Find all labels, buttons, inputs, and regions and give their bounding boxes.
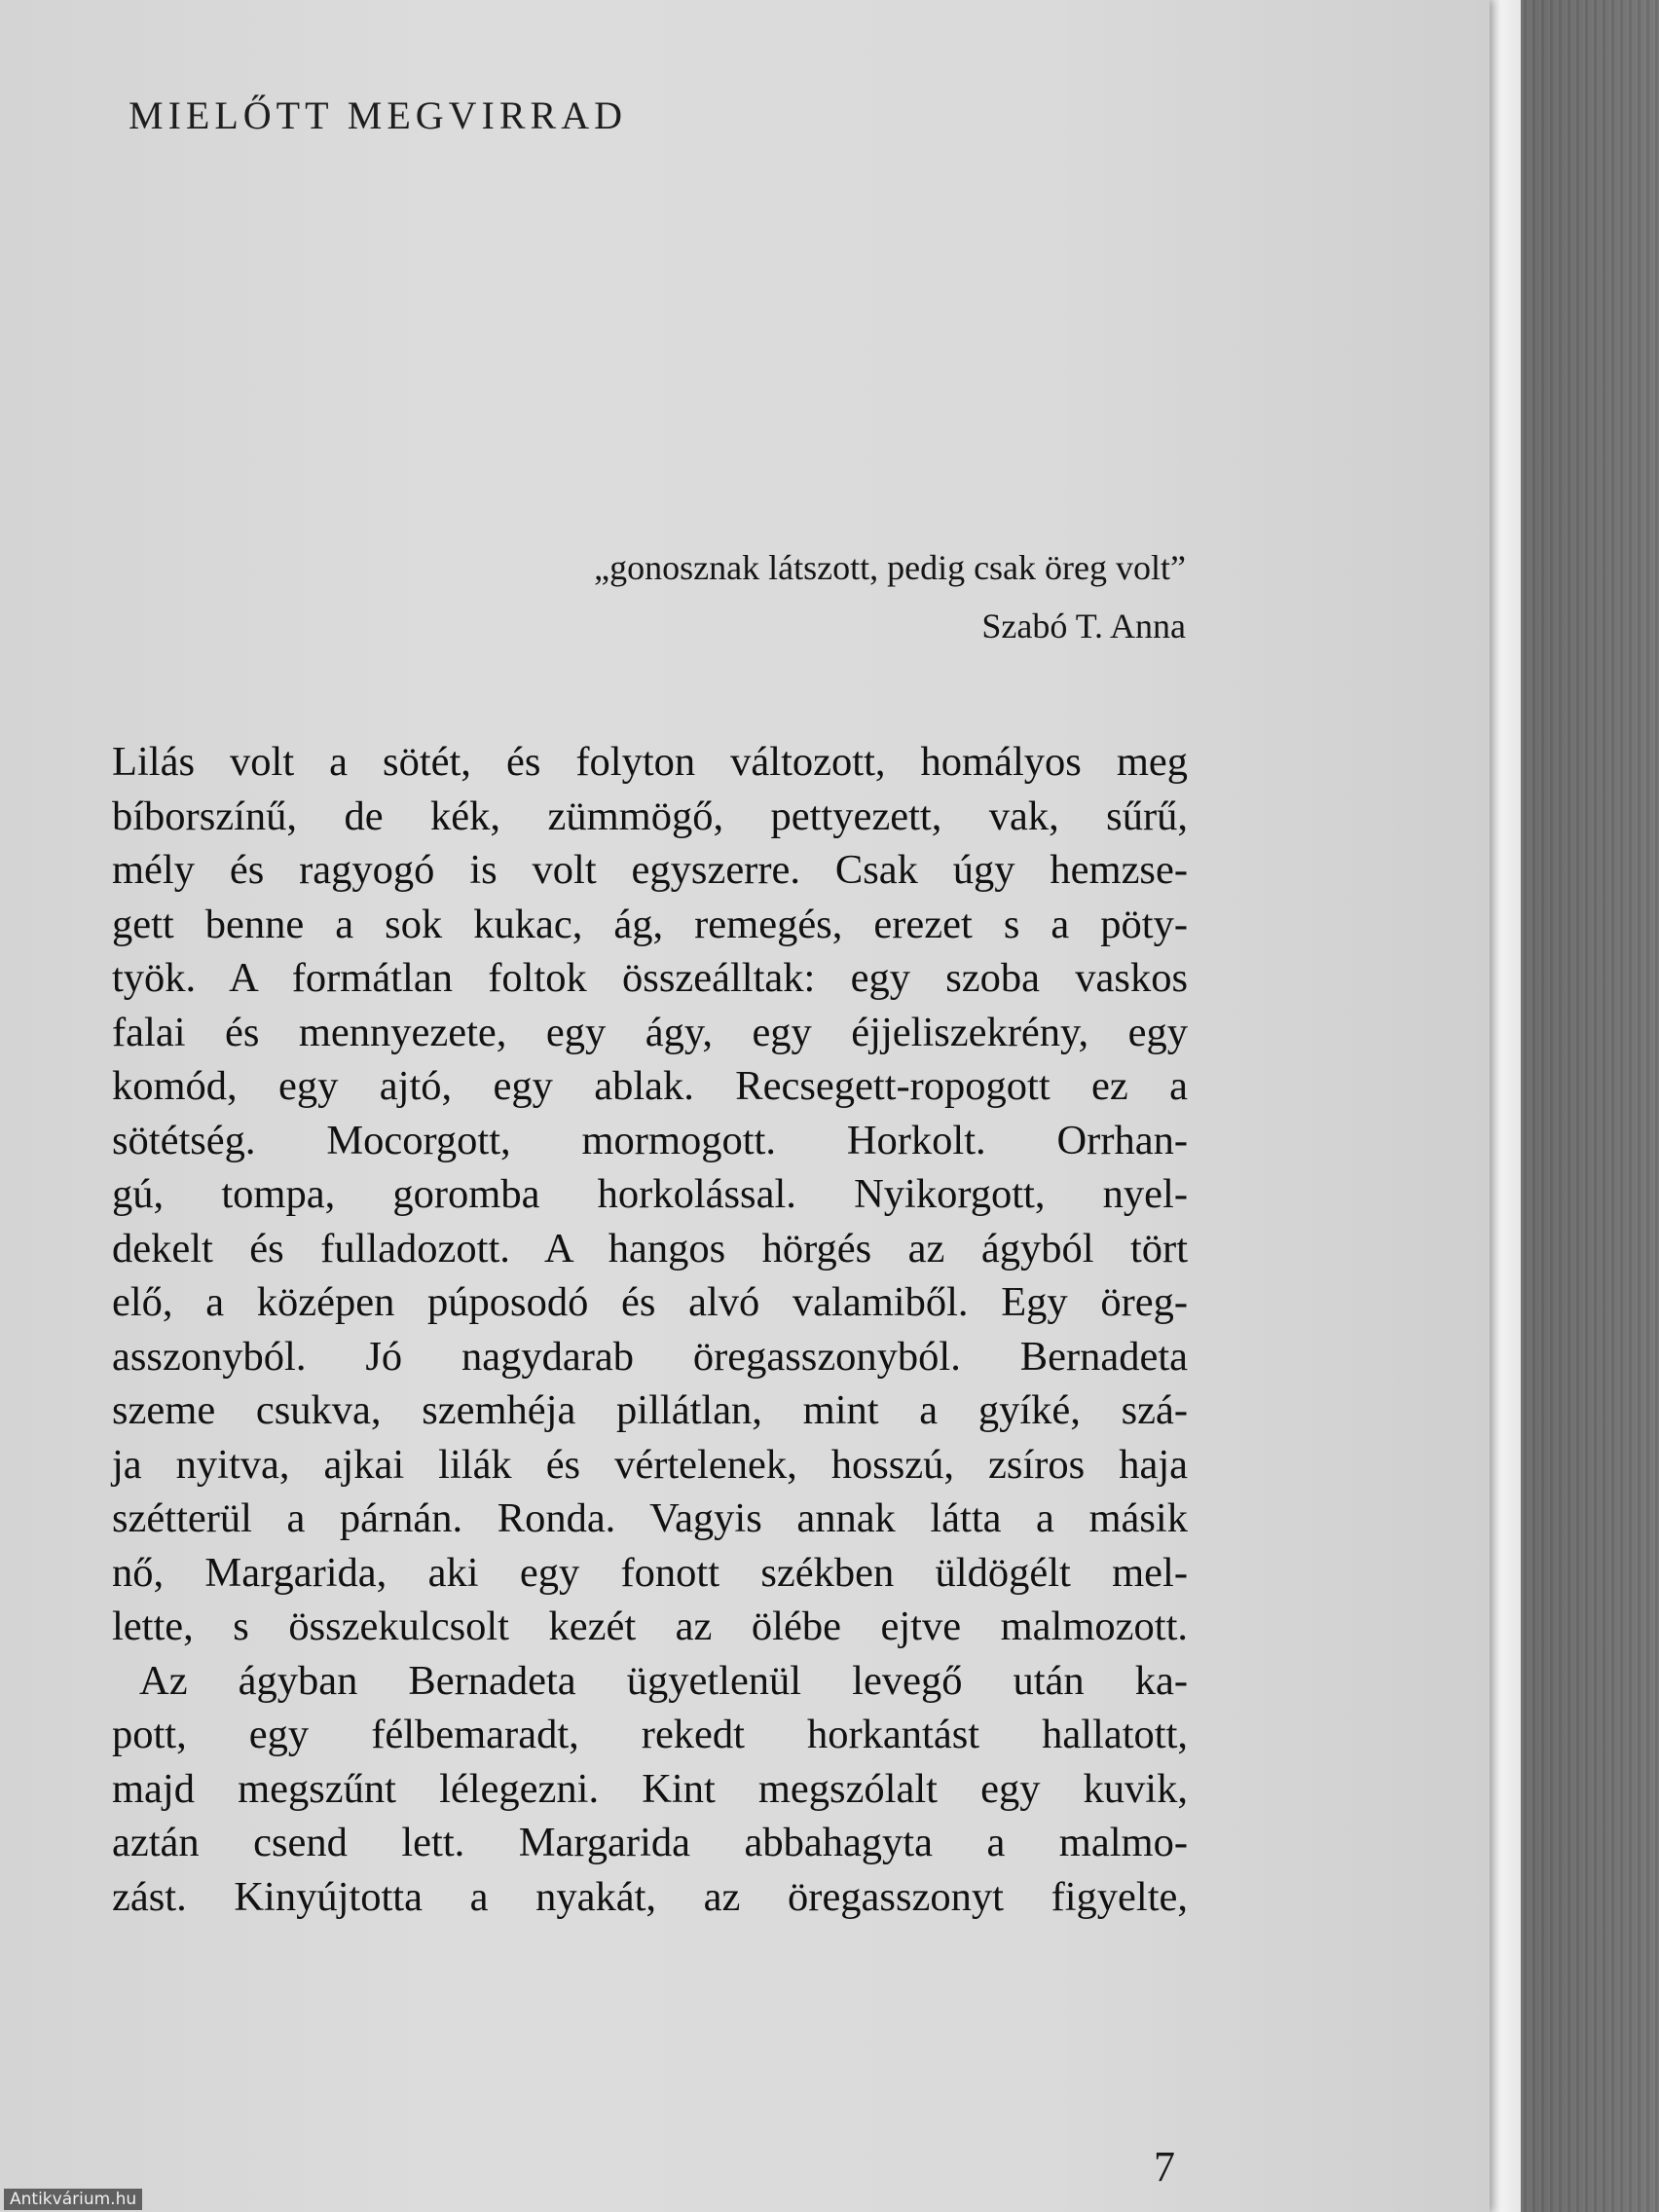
epigraph — [389, 538, 1186, 655]
text-line: työk. A formátlan foltok összeálltak: egy szoba vaskos — [112, 955, 1188, 1001]
text-line: gú, tompa, goromba horkolással. Nyikorgott, nyel- — [112, 1171, 1188, 1217]
text-line: bíborszínű, de kék, zümmögő, pettyezett, vak, sűrű, — [112, 793, 1188, 839]
text-line: szétterül a párnán. Ronda. Vagyis annak látta a másik — [112, 1495, 1188, 1541]
text-line: elő, a középen púposodó és alvó valamiből. Egy öreg- — [112, 1279, 1188, 1325]
text-line: ja nyitva, ajkai lilák és vértelenek, hosszú, zsíros haja — [112, 1441, 1188, 1488]
text-line: nő, Margarida, aki egy fonott székben üldögélt mel- — [112, 1549, 1188, 1596]
chapter-title: MIELŐTT MEGVIRRAD — [129, 93, 628, 137]
text-line: pott, egy félbemaradt, rekedt horkantást hallatott, — [112, 1712, 1188, 1757]
page-number: 7 — [1154, 2143, 1175, 2191]
book-cover-edge — [1488, 0, 1521, 2212]
text-line: szeme csukva, szemhéja pillátlan, mint a gyíké, szá- — [112, 1387, 1188, 1433]
text-line: Lilás volt a sötét, és folyton változott, homályos meg — [112, 739, 1188, 785]
text-line: majd megszűnt lélegezni. Kint megszólalt egy kuvik, — [112, 1765, 1188, 1812]
text-line: mély és ragyogó is volt egyszerre. Csak úgy hemzse- — [112, 847, 1188, 893]
text-line: komód, egy ajtó, egy ablak. Recsegett-ropogott ez a — [112, 1063, 1188, 1109]
paragraph-2 — [112, 1654, 1188, 1925]
text-line: gett benne a sok kukac, ág, remegés, erezet s a pöty- — [112, 901, 1188, 947]
text-line: falai és mennyezete, egy ágy, egy éjjeliszekrény, egy — [112, 1009, 1188, 1055]
text-line: lette, s összekulcsolt kezét az ölébe ejtve malmozott. — [112, 1604, 1188, 1649]
text-line: zást. Kinyújtotta a nyakát, az öregasszonyt figyelte, — [112, 1873, 1188, 1920]
paragraph-1 — [112, 735, 1188, 1654]
text-line: dekelt és fulladozott. A hangos hörgés az ágyból tört — [112, 1225, 1188, 1272]
epigraph-quote: „gonosznak látszott, pedig csak öreg volt” — [594, 548, 1186, 587]
watermark: Antikvárium.hu — [4, 2189, 142, 2210]
body-text — [112, 735, 1188, 1924]
text-line: sötétség. Mocorgott, mormogott. Horkolt. Orrhan- — [112, 1117, 1188, 1163]
text-line: asszonyból. Jó nagydarab öregasszonyból. Bernadeta — [112, 1333, 1188, 1380]
text-line: Az ágyban Bernadeta ügyetlenül levegő után ka- — [139, 1657, 1188, 1704]
text-line: aztán csend lett. Margarida abbahagyta a malmo- — [112, 1820, 1188, 1865]
epigraph-author: Szabó T. Anna — [981, 607, 1186, 645]
